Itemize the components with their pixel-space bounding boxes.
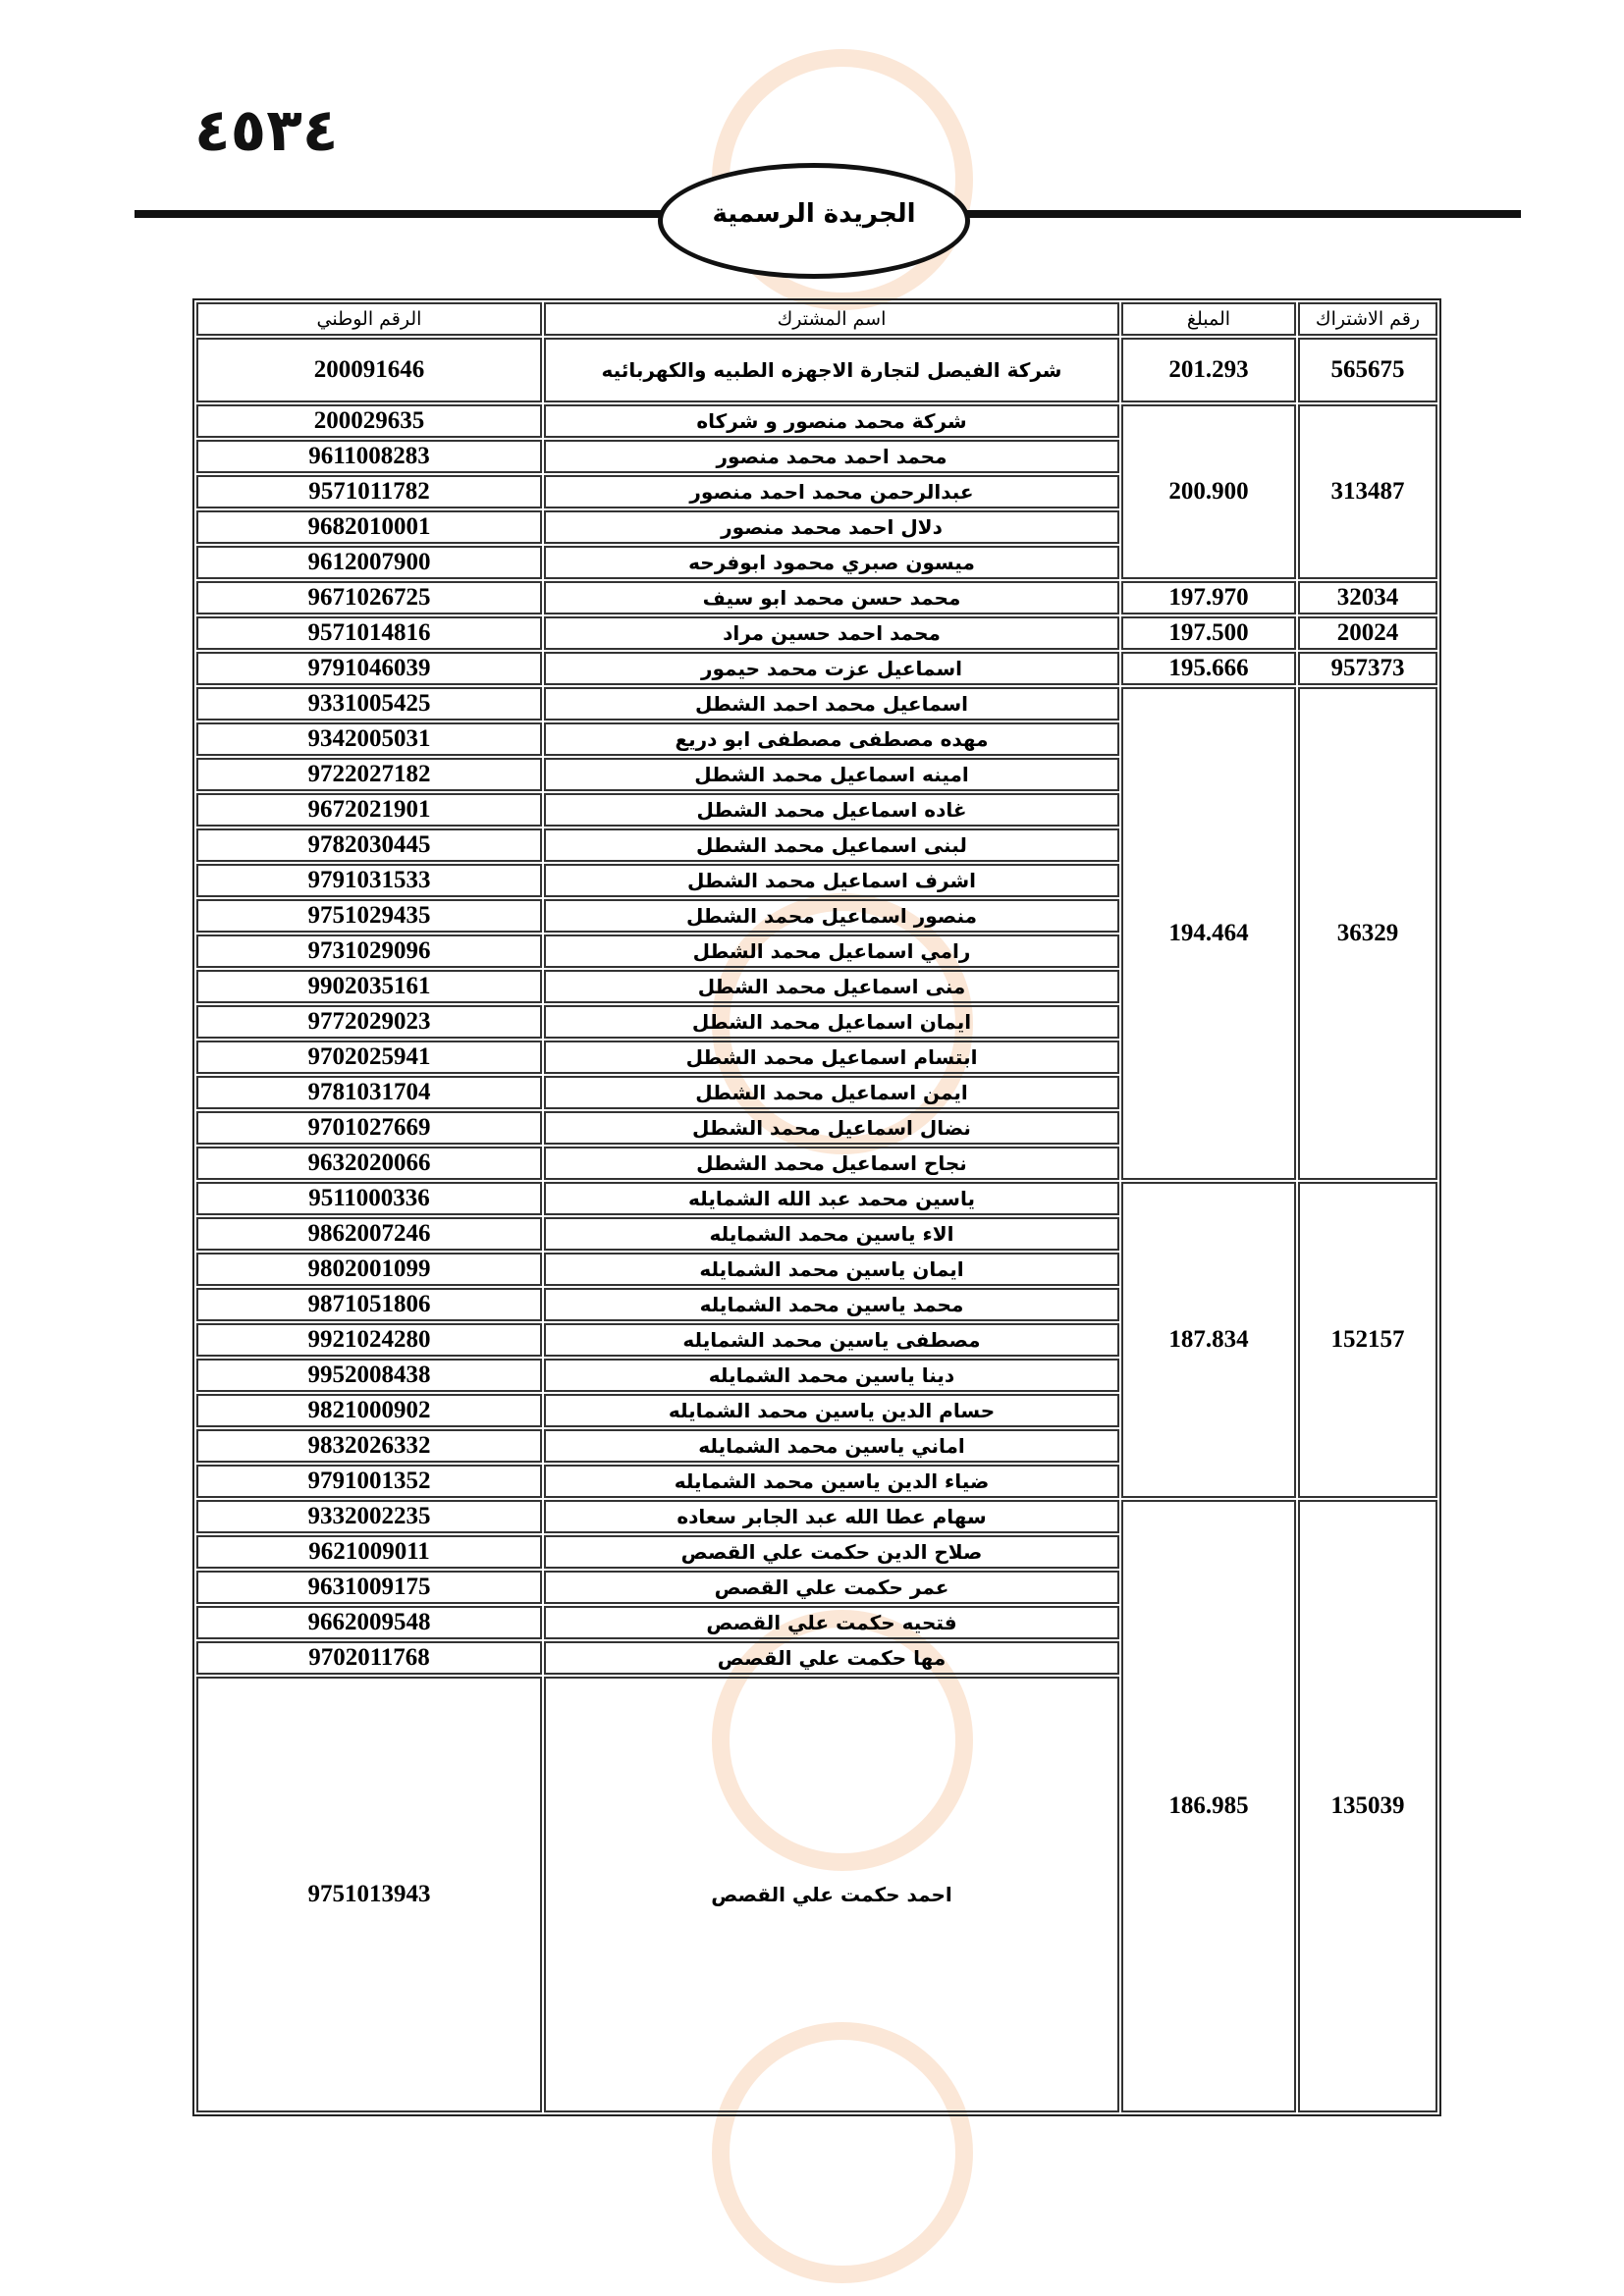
header-name: اسم المشترك xyxy=(544,302,1119,336)
header-subscription: رقم الاشتراك xyxy=(1298,302,1437,336)
table-row xyxy=(196,687,1437,721)
national-id: 200091646 xyxy=(196,338,542,402)
subscriber-name: اسماعيل محمد احمد الشطل xyxy=(544,687,1119,721)
subscriber-name: ياسين محمد عبد الله الشمايله xyxy=(544,1182,1119,1215)
subscription-number: 32034 xyxy=(1298,581,1437,614)
national-id: 9751029435 xyxy=(196,899,542,933)
subscriber-name: اشرف اسماعيل محمد الشطل xyxy=(544,864,1119,897)
subscriber-name: ايمن اسماعيل محمد الشطل xyxy=(544,1076,1119,1109)
national-id: 9611008283 xyxy=(196,440,542,473)
amount: 197.500 xyxy=(1121,616,1296,650)
page-number: ٤٥٣٤ xyxy=(194,96,339,165)
amount: 186.985 xyxy=(1121,1500,1296,2112)
national-id: 9791046039 xyxy=(196,652,542,685)
national-id: 9671026725 xyxy=(196,581,542,614)
header-oval xyxy=(658,163,970,279)
subscriber-name: منصور اسماعيل محمد الشطل xyxy=(544,899,1119,933)
subscriber-name: شركة الفيصل لتجارة الاجهزه الطبيه والكهربائيه xyxy=(544,338,1119,402)
header-national-id: الرقم الوطني xyxy=(196,302,542,336)
national-id: 9862007246 xyxy=(196,1217,542,1251)
national-id: 9722027182 xyxy=(196,758,542,791)
table-row xyxy=(196,338,1437,402)
national-id: 9702011768 xyxy=(196,1641,542,1675)
subscriber-name: عمر حكمت علي القصص xyxy=(544,1571,1119,1604)
table-row xyxy=(196,1182,1437,1215)
subscriber-name: سهام عطا الله عبد الجابر سعاده xyxy=(544,1500,1119,1533)
national-id: 9781031704 xyxy=(196,1076,542,1109)
subscription-number: 135039 xyxy=(1298,1500,1437,2112)
subscription-number: 152157 xyxy=(1298,1182,1437,1498)
national-id: 9571014816 xyxy=(196,616,542,650)
header-amount: المبلغ xyxy=(1121,302,1296,336)
national-id: 9632020066 xyxy=(196,1147,542,1180)
subscriber-name: نضال اسماعيل محمد الشطل xyxy=(544,1111,1119,1145)
national-id: 9571011782 xyxy=(196,475,542,508)
national-id: 9662009548 xyxy=(196,1606,542,1639)
national-id: 9751013943 xyxy=(196,1677,542,2112)
national-id: 9902035161 xyxy=(196,970,542,1003)
national-id: 9802001099 xyxy=(196,1253,542,1286)
national-id: 9731029096 xyxy=(196,934,542,968)
national-id: 9631009175 xyxy=(196,1571,542,1604)
subscriber-name: الاء ياسين محمد الشمايله xyxy=(544,1217,1119,1251)
subscriber-name: شركة محمد منصور و شركاه xyxy=(544,404,1119,438)
national-id: 9672021901 xyxy=(196,793,542,827)
subscribers-table xyxy=(192,298,1441,2116)
subscriber-name: رامي اسماعيل محمد الشطل xyxy=(544,934,1119,968)
national-id: 9791031533 xyxy=(196,864,542,897)
subscriber-name: نجاح اسماعيل محمد الشطل xyxy=(544,1147,1119,1180)
table-header-row xyxy=(196,302,1437,336)
national-id: 9702025941 xyxy=(196,1041,542,1074)
subscriber-name: محمد حسن محمد ابو سيف xyxy=(544,581,1119,614)
subscriber-name: احمد حكمت علي القصص xyxy=(544,1677,1119,2112)
amount: 195.666 xyxy=(1121,652,1296,685)
national-id: 9921024280 xyxy=(196,1323,542,1357)
table-row xyxy=(196,652,1437,685)
national-id: 9772029023 xyxy=(196,1005,542,1039)
amount: 187.834 xyxy=(1121,1182,1296,1498)
subscription-number: 565675 xyxy=(1298,338,1437,402)
subscriber-name: محمد احمد حسين مراد xyxy=(544,616,1119,650)
subscriber-name: اسماعيل عزت محمد حيمور xyxy=(544,652,1119,685)
national-id: 9511000336 xyxy=(196,1182,542,1215)
national-id: 9791001352 xyxy=(196,1465,542,1498)
subscriber-name: ايمان ياسين محمد الشمايله xyxy=(544,1253,1119,1286)
amount: 194.464 xyxy=(1121,687,1296,1180)
national-id: 9832026332 xyxy=(196,1429,542,1463)
subscription-number: 36329 xyxy=(1298,687,1437,1180)
national-id: 9821000902 xyxy=(196,1394,542,1427)
subscriber-name: حسام الدين ياسين محمد الشمايله xyxy=(544,1394,1119,1427)
national-id: 200029635 xyxy=(196,404,542,438)
subscription-number: 313487 xyxy=(1298,404,1437,579)
table-row xyxy=(196,581,1437,614)
national-id: 9701027669 xyxy=(196,1111,542,1145)
national-id: 9332002235 xyxy=(196,1500,542,1533)
subscriber-name: لبنى اسماعيل محمد الشطل xyxy=(544,828,1119,862)
table-row xyxy=(196,404,1437,438)
amount: 200.900 xyxy=(1121,404,1296,579)
subscriber-name: مهده مصطفى مصطفى ابو دريع xyxy=(544,722,1119,756)
national-id: 9331005425 xyxy=(196,687,542,721)
subscriber-name: ايمان اسماعيل محمد الشطل xyxy=(544,1005,1119,1039)
subscriber-name: دينا ياسين محمد الشمايله xyxy=(544,1359,1119,1392)
national-id: 9342005031 xyxy=(196,722,542,756)
subscriber-name: عبدالرحمن محمد احمد منصور xyxy=(544,475,1119,508)
subscriber-name: صلاح الدين حكمت علي القصص xyxy=(544,1535,1119,1569)
subscriber-name: فتحيه حكمت علي القصص xyxy=(544,1606,1119,1639)
subscriber-name: غاده اسماعيل محمد الشطل xyxy=(544,793,1119,827)
subscriber-name: محمد ياسين محمد الشمايله xyxy=(544,1288,1119,1321)
national-id: 9952008438 xyxy=(196,1359,542,1392)
header-title: الجريدة الرسمية xyxy=(712,199,916,229)
table-row xyxy=(196,616,1437,650)
amount: 201.293 xyxy=(1121,338,1296,402)
national-id: 9682010001 xyxy=(196,510,542,544)
subscriber-name: ميسون صبري محمود ابوفرحه xyxy=(544,546,1119,579)
subscriber-name: مها حكمت علي القصص xyxy=(544,1641,1119,1675)
subscriber-name: محمد احمد محمد منصور xyxy=(544,440,1119,473)
national-id: 9621009011 xyxy=(196,1535,542,1569)
national-id: 9612007900 xyxy=(196,546,542,579)
subscriber-name: امينه اسماعيل محمد الشطل xyxy=(544,758,1119,791)
subscription-number: 20024 xyxy=(1298,616,1437,650)
subscriber-name: اماني ياسين محمد الشمايله xyxy=(544,1429,1119,1463)
subscriber-name: منى اسماعيل محمد الشطل xyxy=(544,970,1119,1003)
subscriber-name: دلال احمد محمد منصور xyxy=(544,510,1119,544)
subscriber-name: ابتسام اسماعيل محمد الشطل xyxy=(544,1041,1119,1074)
subscriber-name: ضياء الدين ياسين محمد الشمايله xyxy=(544,1465,1119,1498)
national-id: 9871051806 xyxy=(196,1288,542,1321)
subscriber-name: مصطفى ياسين محمد الشمايله xyxy=(544,1323,1119,1357)
amount: 197.970 xyxy=(1121,581,1296,614)
subscription-number: 957373 xyxy=(1298,652,1437,685)
table-row xyxy=(196,1500,1437,1533)
national-id: 9782030445 xyxy=(196,828,542,862)
